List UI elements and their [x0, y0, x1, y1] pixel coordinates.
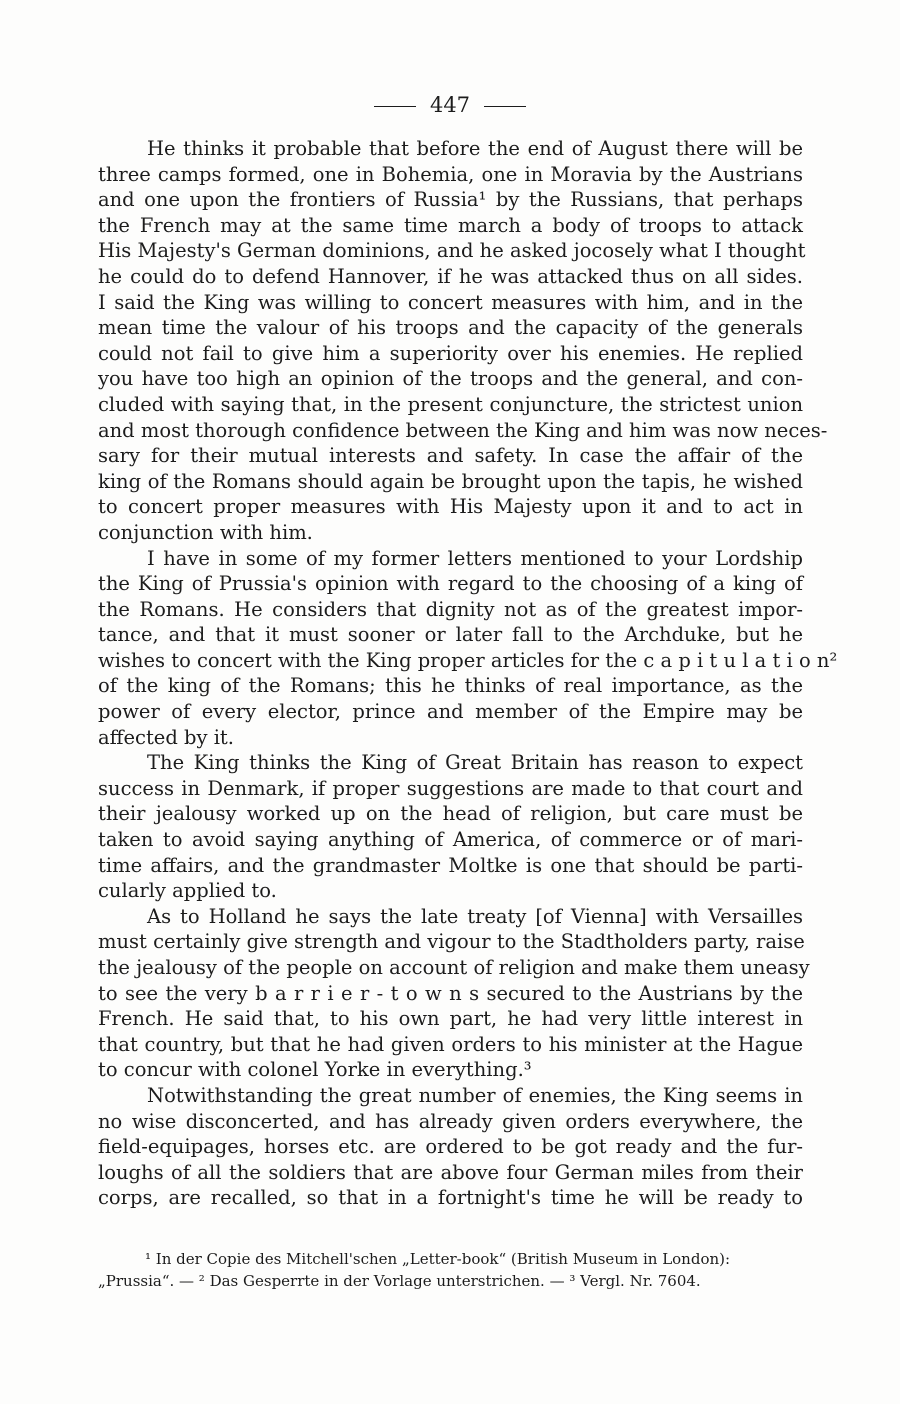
text-line: affected by it. — [98, 725, 234, 749]
text-line: to concert proper measures with His Majesty upon it and to act in — [98, 495, 803, 519]
text-line: no wise disconcerted, and has already given orders everywhere, the — [98, 1109, 803, 1133]
text-line: mean time the valour of his troops and the capacity of the generals — [98, 316, 803, 340]
text-line: to concur with colonel Yorke in everything.³ — [98, 1058, 532, 1082]
text-line: success in Denmark, if proper suggestions are made to that court and — [98, 776, 803, 800]
text-line: The King thinks the King of Great Britain has reason to expect — [147, 751, 803, 775]
text-line: and one upon the frontiers of Russia¹ by the Russians, that perhaps — [98, 188, 803, 212]
text-line: loughs of all the soldiers that are above four German miles from their — [98, 1160, 803, 1184]
text-line: he could do to defend Hannover, if he was attacked thus on all sides. — [98, 264, 803, 288]
footnote-line: „Prussia“. — ² Das Gesperrte in der Vorlage unterstrichen. — ³ Vergl. Nr. 7604. — [98, 1272, 701, 1290]
text-line: I have in some of my former letters mentioned to your Lordship — [147, 546, 803, 570]
text-line: conjunction with him. — [98, 520, 313, 544]
text-line: three camps formed, one in Bohemia, one in Moravia by the Austrians — [98, 162, 803, 186]
text-line: French. He said that, to his own part, he had very little interest in — [98, 1007, 803, 1031]
text-line: taken to avoid saying anything of America, of commerce or of mari- — [98, 828, 803, 852]
text-line: of the king of the Romans; this he thinks of real importance, as the — [98, 674, 803, 698]
text-line: must certainly give strength and vigour to the Stadtholders party, raise — [98, 930, 805, 954]
text-line: sary for their mutual interests and safety. In case the affair of the — [98, 444, 803, 468]
text-line: time affairs, and the grandmaster Moltke is one that should be parti- — [98, 853, 803, 877]
text-line: that country, but that he had given orders to his minister at the Hague — [98, 1032, 803, 1056]
page-number-dash-left — [374, 106, 416, 107]
text-line: their jealousy worked up on the head of religion, but care must be — [98, 802, 803, 826]
text-line: you have too high an opinion of the troops and the general, and con- — [98, 367, 803, 391]
text-line: His Majesty's German dominions, and he asked jocosely what I thought — [98, 239, 806, 263]
text-line: to see the very b a r r i e r - t o w n s secured to the Austrians by the — [98, 981, 803, 1005]
text-line: and most thorough confidence between the King and him was now neces- — [98, 418, 828, 442]
page-number-text: 447 — [429, 93, 471, 117]
text-line: field-equipages, horses etc. are ordered to be got ready and the fur- — [98, 1135, 803, 1159]
page-number — [0, 92, 900, 118]
page-number-dash-right — [484, 106, 526, 107]
text-line: As to Holland he says the late treaty [of Vienna] with Versailles — [147, 904, 803, 928]
text-line: He thinks it probable that before the end of August there will be — [147, 137, 803, 160]
text-line: wishes to concert with the King proper articles for the c a p i t u l a t i o n² — [98, 648, 838, 672]
text-line: could not fail to give him a superiority over his enemies. He replied — [98, 341, 803, 365]
text-line: king of the Romans should again be brought upon the tapis, he wished — [98, 469, 803, 493]
text-line: cularly applied to. — [98, 879, 277, 903]
text-line: corps, are recalled, so that in a fortnight's time he will be ready to — [98, 1186, 803, 1210]
text-line: the French may at the same time march a body of troops to attack — [98, 213, 803, 237]
text-line: I said the King was willing to concert measures with him, and in the — [98, 290, 803, 314]
text-line: the jealousy of the people on account of religion and make them uneasy — [98, 956, 810, 979]
footnotes — [98, 1248, 803, 1292]
body-text — [98, 136, 838, 1211]
footnote-line: ¹ In der Copie des Mitchell'schen „Letter-book“ (British Museum in London): — [145, 1250, 731, 1268]
text-line: the King of Prussia's opinion with regard to the choosing of a king of — [98, 572, 803, 596]
text-line: the Romans. He considers that dignity not as of the greatest impor- — [98, 597, 803, 621]
text-line: Notwithstanding the great number of enemies, the King seems in — [147, 1083, 803, 1107]
text-line: cluded with saying that, in the present conjuncture, the strictest union — [98, 392, 803, 416]
text-line: tance, and that it must sooner or later fall to the Archduke, but he — [98, 623, 803, 647]
text-line: power of every elector, prince and member of the Empire may be — [98, 700, 803, 724]
